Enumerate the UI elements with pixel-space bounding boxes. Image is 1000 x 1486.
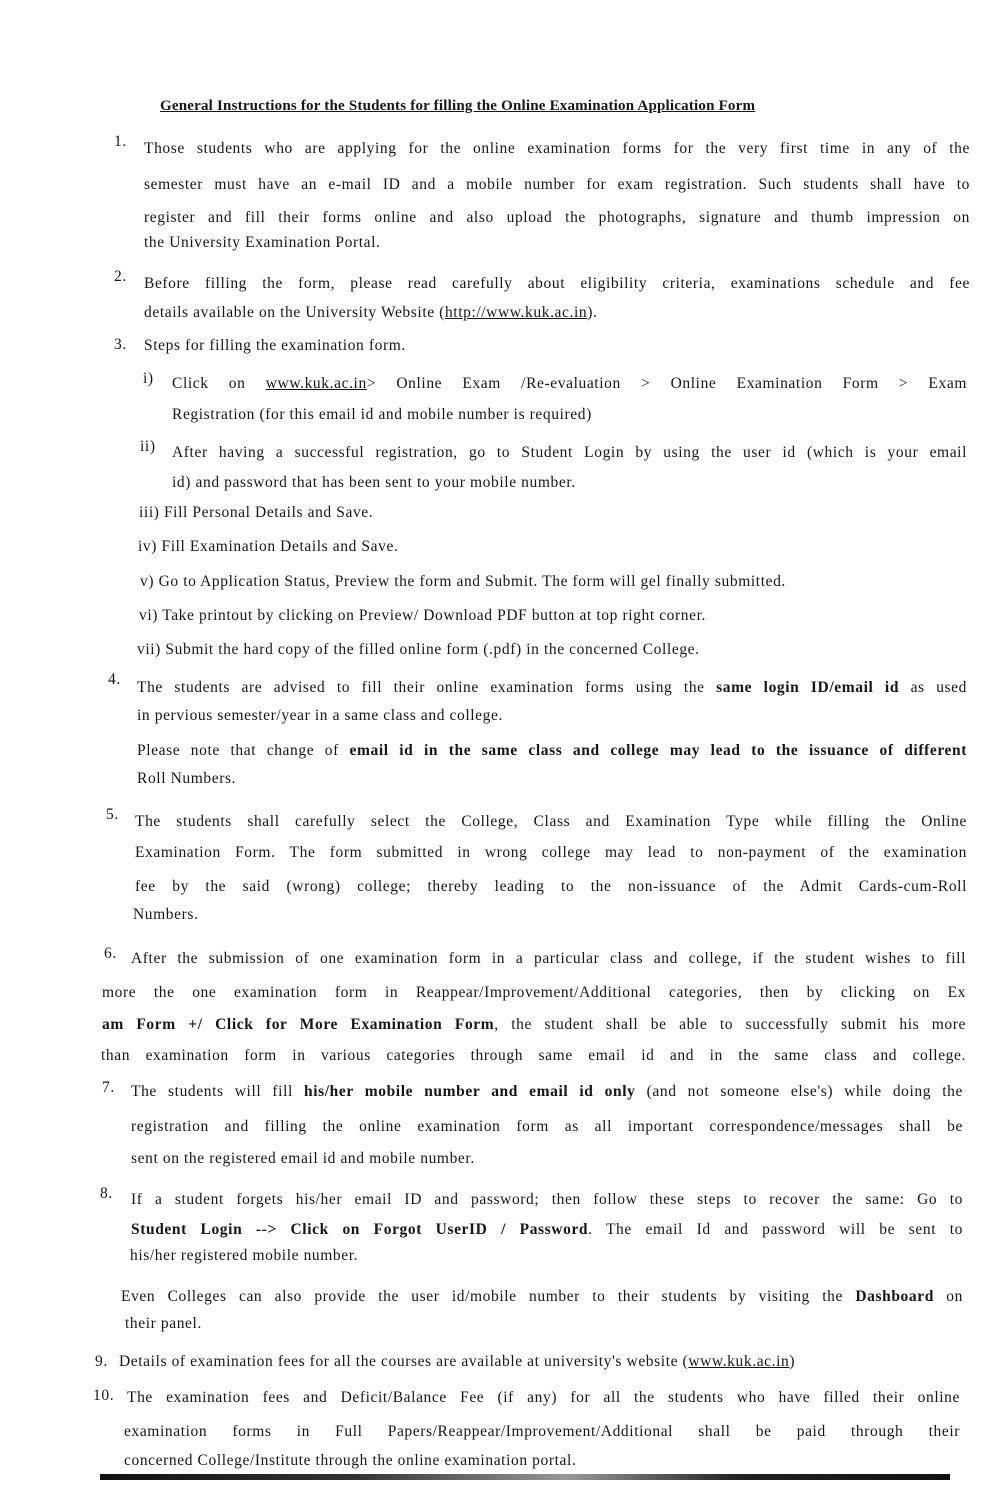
item-1-line-1: Those students who are applying for the online examination forms for the very first time in any of the: [144, 140, 970, 157]
step-vii: vii) Submit the hard copy of the filled online form (.pdf) in the concerned College.: [137, 641, 700, 658]
item-4-number: 4.: [108, 671, 121, 688]
step-iv: iv) Fill Examination Details and Save.: [138, 538, 399, 555]
item-6-line-3: [102, 1015, 966, 1035]
item-3-line-1: Steps for filling the examination form.: [144, 337, 406, 354]
item-5-number: 5.: [106, 806, 119, 823]
item-3-number: 3.: [114, 336, 127, 353]
item-1-number: 1.: [114, 133, 127, 150]
item-7-line-2: registration and filling the online examination form as all important correspondence/messages shall be: [131, 1118, 963, 1135]
item-7-text: The students will fill: [131, 1083, 305, 1100]
step-i-number: i): [143, 370, 154, 387]
item-7-number: 7.: [102, 1079, 115, 1096]
page-bottom-edge: [100, 1474, 950, 1480]
step-v: v) Go to Application Status, Preview the form and Submit. The form will gel finally submitted.: [140, 573, 786, 590]
item-8-line-5: their panel.: [125, 1315, 202, 1332]
item-5-line-4: Numbers.: [133, 906, 199, 923]
item-9-line-1: [119, 1352, 795, 1372]
item-10-line-1: The examination fees and Deficit/Balance Fee (if any) for all the students who have filled their online: [127, 1389, 960, 1406]
item-5-line-2: Examination Form. The form submitted in wrong college may lead to non-payment of the examination: [135, 844, 967, 861]
item-4-text-end: as used: [899, 679, 968, 696]
item-4-text: The students are advised to fill their online examination forms using the: [137, 679, 717, 696]
item-6-line-1: After the submission of one examination form in a particular class and college, if the student wishes to fill: [131, 950, 966, 967]
item-8-note: Even Colleges can also provide the user id/mobile number to their students by visiting the: [121, 1288, 856, 1305]
item-8-line-4: [121, 1287, 963, 1307]
item-9-text: Details of examination fees for all the courses are available at university's website (: [119, 1353, 689, 1370]
item-2-text-end: ).: [587, 304, 598, 321]
item-1-line-4: the University Examination Portal.: [144, 234, 381, 251]
item-6-bold: am Form +/ Click for More Examination Form: [102, 1016, 495, 1033]
item-8-bold: Student Login --> Click on Forgot UserID / Password: [131, 1221, 589, 1238]
item-4-note-bold: email id in the same class and college may lead to the issuance of different: [349, 742, 967, 759]
item-6-number: 6.: [104, 945, 117, 962]
step-iii: iii) Fill Personal Details and Save.: [139, 504, 374, 521]
item-8-dashboard: Dashboard: [855, 1288, 934, 1305]
item-8-line-3: his/her registered mobile number.: [130, 1247, 359, 1264]
step-i-line-2: Registration (for this email id and mobile number is required): [172, 406, 592, 423]
item-1-line-3: register and fill their forms online and also upload the photographs, signature and thumb impression on: [144, 209, 970, 226]
item-8-number: 8.: [100, 1185, 113, 1202]
item-8-text: . The email Id and password will be sent to: [588, 1221, 963, 1238]
step-i-line-1: [172, 374, 967, 394]
item-4-line-1: [137, 678, 967, 698]
item-9-number: 9.: [95, 1353, 108, 1370]
item-2-text: details available on the University Website (: [144, 304, 445, 321]
step-vi: vi) Take printout by clicking on Preview/ Download PDF button at top right corner.: [139, 607, 707, 624]
item-7-line-1: [131, 1082, 963, 1102]
university-website-link[interactable]: http://www.kuk.ac.in: [444, 304, 588, 321]
item-8-line-2: [131, 1220, 963, 1240]
item-4-line-4: Roll Numbers.: [137, 770, 237, 787]
step-ii-line-2: id) and password that has been sent to your mobile number.: [172, 474, 576, 491]
item-8-line-1: If a student forgets his/her email ID and password; then follow these steps to recover the same: Go to: [131, 1191, 963, 1208]
item-8-note-end: on: [933, 1288, 963, 1305]
item-4-bold: same login ID/email id: [716, 679, 900, 696]
step-i-text-end: > Online Exam /Re-evaluation > Online Examination Form > Exam: [366, 375, 967, 392]
item-5-line-1: The students shall carefully select the College, Class and Examination Type while filling the Online: [135, 813, 967, 830]
item-10-number: 10.: [93, 1387, 115, 1404]
item-5-line-3: fee by the said (wrong) college; thereby leading to the non-issuance of the Admit Cards-cum-Roll: [135, 878, 967, 895]
item-6-text: , the student shall be able to successfully submit his more: [494, 1016, 966, 1033]
item-2-number: 2.: [114, 268, 127, 285]
item-7-bold: his/her mobile number and email id only: [304, 1083, 636, 1100]
item-9-text-end: ): [789, 1353, 796, 1370]
item-7-text-end: (and not someone else's) while doing the: [635, 1083, 963, 1100]
item-2-line-1: Before filling the form, please read carefully about eligibility criteria, examinations schedule and fee: [144, 275, 970, 292]
step-i-text: Click on: [172, 375, 266, 392]
step-ii-number: ii): [140, 438, 156, 455]
item-2-line-2: [144, 303, 598, 323]
kuk-link[interactable]: www.kuk.ac.in: [265, 375, 367, 392]
step-ii-line-1: After having a successful registration, go to Student Login by using the user id (which is your email: [172, 444, 967, 461]
item-6-line-2: more the one examination form in Reappear/Improvement/Additional categories, then by clicking on Ex: [102, 984, 966, 1001]
item-1-line-2: semester must have an e-mail ID and a mobile number for exam registration. Such students shall have to: [144, 176, 970, 193]
item-4-note: Please note that change of: [137, 742, 350, 759]
item-4-line-2: in pervious semester/year in a same class and college.: [137, 707, 503, 724]
item-6-line-4: than examination form in various categories through same email id and in the same class and college.: [101, 1047, 966, 1064]
page-title: General Instructions for the Students for filling the Online Examination Application Form: [160, 98, 756, 114]
university-website-link-2[interactable]: www.kuk.ac.in: [688, 1353, 790, 1370]
item-7-line-3: sent on the registered email id and mobile number.: [131, 1150, 475, 1167]
item-10-line-3: concerned College/Institute through the online examination portal.: [124, 1452, 577, 1469]
item-10-line-2: examination forms in Full Papers/Reappear/Improvement/Additional shall be paid through their: [124, 1423, 960, 1440]
item-4-line-3: [137, 741, 967, 761]
